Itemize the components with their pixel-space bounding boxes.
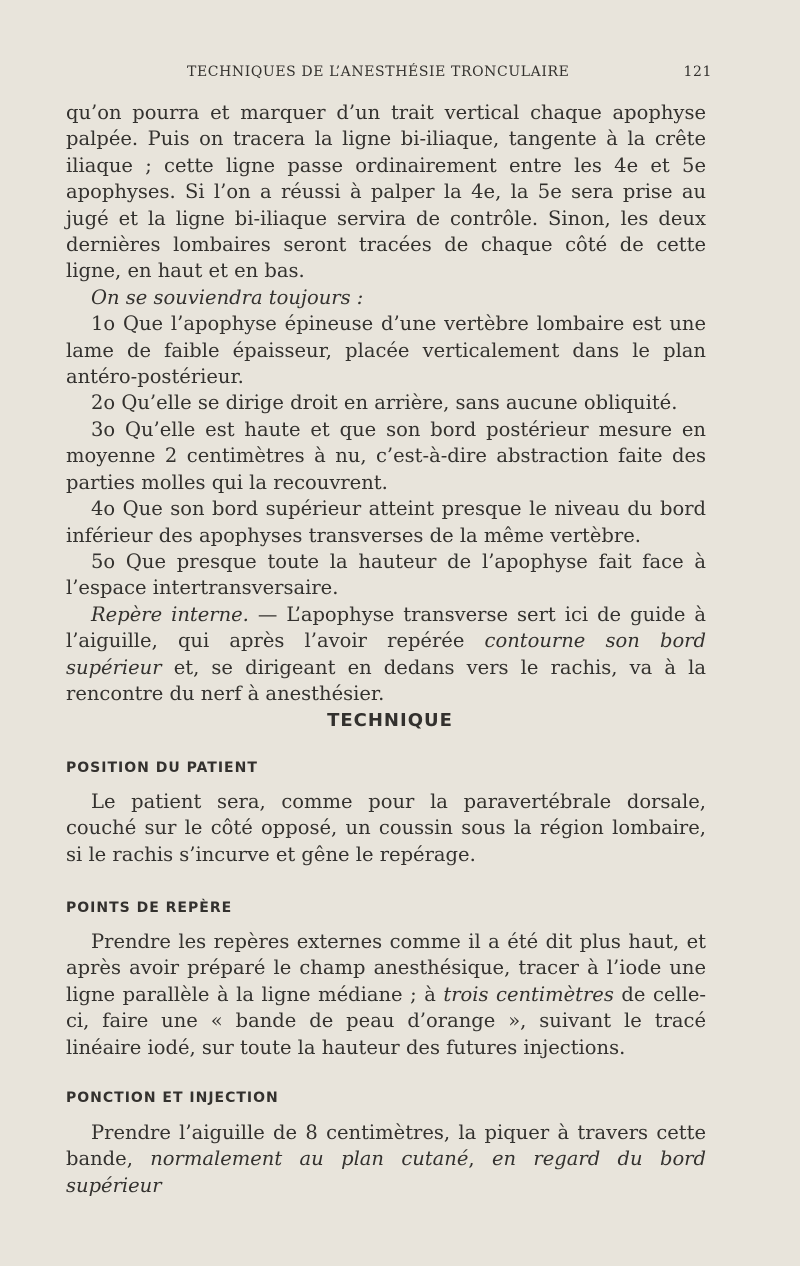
list-item-3: 3o Qu’elle est haute et que son bord postérieur mesure en moyenne 2 centimètres à nu, c’est-à-dire abstraction faite des parties molles qui la recouvrent.: [66, 417, 706, 494]
position-body: [66, 789, 706, 868]
technique-heading: TECHNIQUE: [327, 710, 453, 731]
position-text: Le patient sera, comme pour la paravertébrale dorsale, couché sur le côté opposé, un coussin sous la région lombaire, si le rachis s’incurve et gêne le repérage.: [66, 790, 706, 866]
paragraph-repere-interne: [66, 602, 706, 708]
repere-emphasis: contourne son bord supérieur: [66, 629, 706, 679]
ponction-body: [66, 1120, 706, 1199]
ponction-text-a: Prendre l’aiguille de 8 centimètres, la piquer à travers cette bande,: [66, 1121, 706, 1171]
ponction-emphasis-1: normalement au plan cutané: [150, 1147, 469, 1171]
list-item-5: 5o Que presque toute la hauteur de l’apophyse fait face à l’espace intertransversaire.: [66, 549, 706, 600]
running-title: TECHNIQUES DE L’ANESTHÉSIE TRONCULAIRE: [187, 64, 570, 80]
points-text-a: Prendre les repères externes comme il a été dit plus haut, et après avoir préparé le champ anesthésique, tracer à l’iode une ligne parallèle à la ligne médiane ; à: [66, 930, 706, 1006]
list-item-2: 2o Qu’elle se dirige droit en arrière, sans aucune obliquité.: [91, 391, 678, 415]
repere-label: Repère interne.: [91, 602, 249, 626]
points-emphasis: trois centimètres: [443, 982, 614, 1006]
ponction-heading: PONCTION ET INJECTION: [66, 1090, 279, 1106]
points-text: [66, 929, 706, 1061]
position-heading: POSITION DU PATIENT: [66, 760, 258, 776]
points-heading: POINTS DE REPÈRE: [66, 900, 233, 916]
points-body: [66, 929, 706, 1061]
section-body: [66, 100, 706, 707]
ponction-text: [66, 1120, 706, 1199]
ponction-separator: ,: [468, 1147, 492, 1171]
points-text-b: de celle-ci, faire une « bande de peau d’orange », suivant le tracé linéaire iodé, sur toute la hauteur des futures injections.: [66, 982, 707, 1059]
repere-text-b: et, se dirigeant en dedans vers le rachis, va à la rencontre du nerf à anesthésier.: [66, 655, 706, 705]
paragraph-intro: qu’on pourra et marquer d’un trait vertical chaque apophyse palpée. Puis on tracera la ligne bi-iliaque, tangente à la crête iliaque ; cette ligne passe ordinairement entre les 4e et 5e apophyses. Si l’on a réussi à palper la 4e, la 5e sera prise au jugé et la ligne bi-iliaque servira de contrôle. Sinon, les deux dernières lombaires seront tracées de chaque côté de cette ligne, en haut et en bas.: [66, 101, 706, 283]
page-number: 121: [683, 64, 712, 80]
list-item-1: 1o Que l’apophyse épineuse d’une vertèbre lombaire est une lame de faible épaisseur, placée verticalement dans le plan antéro-postérieur.: [66, 312, 706, 389]
paragraph-reminder: On se souviendra toujours :: [91, 285, 364, 309]
repere-text-a: — L’apophyse transverse sert ici de guide à l’aiguille, qui après l’avoir repérée: [66, 602, 706, 653]
ponction-emphasis-2: en regard du bord supérieur: [66, 1147, 706, 1197]
running-header: [72, 64, 712, 80]
list-item-4: 4o Que son bord supérieur atteint presque le niveau du bord inférieur des apophyses transverses de la même vertèbre.: [66, 497, 706, 547]
